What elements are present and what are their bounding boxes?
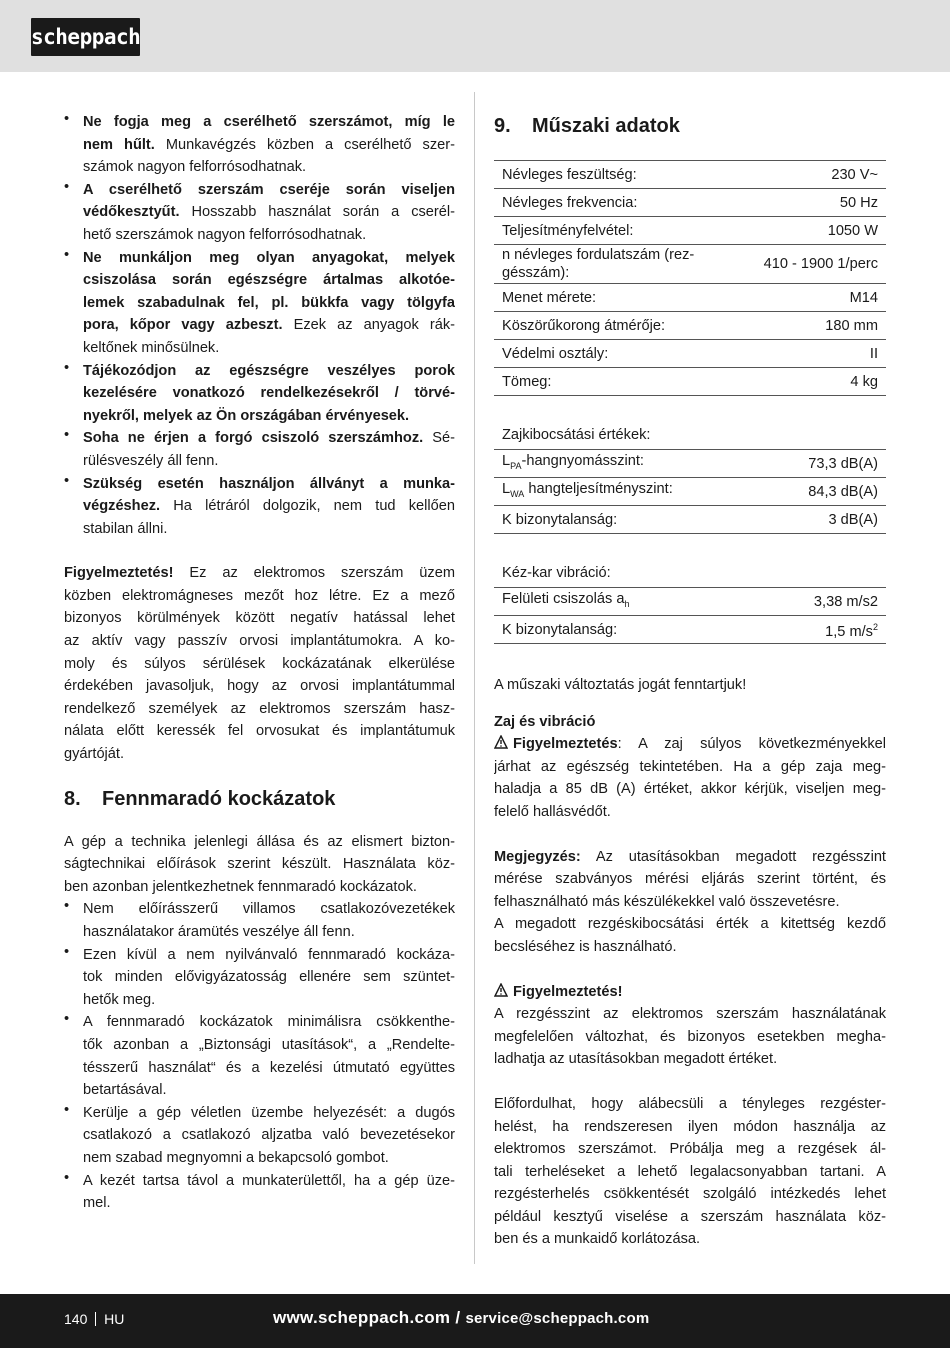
bullet-line (83, 427, 455, 450)
paragraph-line (64, 562, 455, 585)
paragraph-line: A rezgésszint az elektromos szerszám használatának (494, 1006, 886, 1023)
bullet-line (83, 134, 455, 157)
bold-text: nem hűlt. (83, 136, 155, 153)
bullet-item (64, 179, 455, 247)
section-8-heading: 8. Fennmaradó kockázatok (64, 787, 336, 810)
bold-text: Ne fogja meg a cserélhető szerszámot, míg le (83, 114, 455, 130)
residual-risk-intro (64, 831, 455, 899)
text: Sé- (423, 430, 455, 447)
bullet-line (83, 450, 455, 473)
paragraph-line (64, 743, 455, 766)
paragraph-line: például kesztyű viselése a szerszám használata köz- (494, 1208, 886, 1225)
spec-value: 410 - 1900 1/perc (735, 245, 886, 284)
text: nálata előtt keressék fel orvosukat és implantátumuk (64, 723, 455, 740)
bullet-line (83, 156, 455, 179)
bold-text: lemek szabadulnak fel, pl. bükkfa vagy tölgyfa (83, 294, 455, 311)
noise-emission-table (494, 449, 886, 534)
vibration-label: K bizonytalanság: (494, 616, 746, 644)
bullet-item (64, 473, 455, 541)
spec-label: Névleges feszültség: (494, 161, 735, 189)
bold-text: Ne munkáljon meg olyan anyagokat, melyek (83, 249, 455, 266)
spec-row (494, 161, 886, 189)
text: : A zaj súlyos következményekkel (617, 736, 886, 753)
bold-text: Szükség esetén használjon állványt a munka- (83, 475, 455, 492)
bold-text: végzéshez. (83, 498, 161, 515)
spec-row (494, 245, 886, 284)
text: Ez az elektromos szerszám üzem (173, 565, 455, 582)
paragraph-line (64, 698, 455, 721)
bold-text: Megjegyzés: (494, 848, 581, 865)
section-9-heading: 9. Műszaki adatok (494, 115, 680, 137)
bullet-line: betartásával. (83, 1082, 167, 1099)
footer-bar (0, 1294, 950, 1348)
paragraph-line: rezgésterhelés csökkentését szolgáló intézkedés lehet (494, 1186, 886, 1203)
brand-logo: scheppach (31, 18, 140, 56)
bullet-line: használatakor áramütés veszélye áll fenn. (83, 924, 355, 940)
bullet-line (83, 292, 455, 315)
spec-label: Névleges frekvencia: (494, 189, 735, 217)
noise-warning-paragraph (494, 733, 886, 823)
paragraph-line (494, 936, 886, 959)
vibration-row (494, 616, 886, 644)
paragraph-line (64, 720, 455, 743)
text: Hosszabb használat során a cserél- (179, 204, 455, 221)
spec-value: 230 V~ (735, 161, 886, 189)
bullet-line (83, 518, 455, 541)
paragraph-line: helést, ha rendszeresen ilyen módon használja az (494, 1118, 886, 1135)
spec-label: Védelmi osztály: (494, 340, 735, 368)
text: rendelkező személyek az elektromos szerszám hasz- (64, 700, 455, 717)
vibration-warning-paragraph (494, 1003, 886, 1071)
bullet-item (64, 360, 455, 428)
bullet-line (83, 360, 455, 383)
spec-value: 180 mm (735, 312, 886, 340)
email-link[interactable]: service@scheppach.com (465, 1310, 650, 1327)
vibration-row (494, 588, 886, 616)
text: becsléséhez is használható. (494, 938, 677, 955)
spec-row (494, 340, 886, 368)
text: rülésveszély áll fenn. (83, 452, 219, 469)
paragraph-line: ben és a munkaidő korlátozása. (494, 1231, 701, 1248)
bullet-line (83, 201, 455, 224)
note-paragraph (494, 846, 886, 959)
bullet-line: tésszerű használat“ és a kezelési útmutató együttes (83, 1059, 455, 1076)
spec-row (494, 217, 886, 245)
bullet-line (83, 247, 455, 270)
paragraph-line: ben azonban jelentkezhetnek fennmaradó kockázatok. (64, 878, 417, 895)
column-divider (474, 92, 475, 1264)
paragraph-line: megfelelően változhat, és bizonyos esetekben megha- (494, 1028, 886, 1045)
noise-table-caption: Zajkibocsátási értékek: (502, 427, 651, 443)
spec-value: 50 Hz (735, 189, 886, 217)
text: Ha létráról dolgozik, nem tud kellően (160, 498, 455, 515)
noise-label: $L_{PA}$-hangnyomásszint: (494, 450, 763, 478)
bold-text: védőkesztyűt. (83, 204, 180, 221)
text: felhasználható más készülékekkel való összevetésre. (494, 893, 840, 910)
noise-label: $L_{WA}$ hangteljesítményszint: (494, 478, 763, 506)
spec-row (494, 189, 886, 217)
text: járhat az egészség tekintetében. Ha a gép zaja meg- (494, 758, 886, 775)
bullet-line: nem szabad megnyomni a bekapcsoló gombot. (83, 1149, 389, 1166)
subscript: h (624, 598, 630, 609)
bold-text: Figyelmeztetés! (64, 565, 174, 582)
vibration-table (494, 587, 886, 644)
paragraph-line (494, 733, 886, 756)
text: Az utasításokban megadott rezgésszint (580, 848, 886, 865)
spec-row (494, 312, 886, 340)
bold-text: Figyelmeztetés (513, 736, 618, 753)
paragraph-line (494, 846, 886, 869)
vibration-label: Felületi csiszolás $a_h$ (494, 588, 746, 616)
vibration-exposure-paragraph (494, 1093, 886, 1251)
spec-label: Teljesítményfelvétel: (494, 217, 735, 245)
text: bizonyos körülmények között negatív hatással lehet (64, 610, 455, 627)
risk-item (64, 898, 455, 943)
text: az aktív vagy passzív orvosi implantátumokra. A ko- (64, 633, 455, 650)
bullet-marker: • (64, 1101, 70, 1118)
bold-text: pora, kőpor vagy azbeszt. (83, 317, 283, 334)
bullet-marker: • (64, 472, 70, 489)
paragraph-line: Előfordulhat, hogy alábecsüli a tényleges rezgéster- (494, 1095, 886, 1112)
bullet-line: mel. (83, 1195, 111, 1212)
bold-text: Tájékozódjon az egészségre veszélyes porok (83, 362, 455, 379)
bullet-marker: • (64, 1011, 70, 1028)
bullet-line: A kezét tartsa távol a munkaterülettől, ha a gép üze- (83, 1172, 455, 1189)
risk-item (64, 1011, 455, 1101)
vibration-value: 3,38 m/s2 (746, 588, 886, 616)
text: stabilan állni. (83, 520, 168, 537)
header-bar (0, 0, 950, 72)
spec-label: Menet mérete: (494, 284, 735, 312)
paragraph-line (494, 868, 886, 891)
spec-row (494, 284, 886, 312)
paragraph-line (494, 756, 886, 779)
bullet-marker: • (64, 246, 70, 263)
spec-value: II (735, 340, 886, 368)
paragraph-line (494, 778, 886, 801)
superscript: 2 (872, 622, 878, 633)
paragraph-line (64, 653, 455, 676)
bullet-line (83, 473, 455, 496)
vibration-table-caption: Kéz-kar vibráció: (502, 565, 611, 581)
text: érdekében javasoljuk, hogy az orvosi implantátummal (64, 678, 455, 695)
text: Ezek az anyagok rák- (282, 317, 455, 334)
text: közben elektromágneses mezőt hoz létre. Ez a mező (64, 587, 455, 604)
bullet-line (83, 495, 455, 518)
bullet-item (64, 111, 455, 179)
text: gyártóját. (64, 746, 125, 763)
bold-text: nyekről, melyek az Ön országában érvényesek. (83, 407, 410, 424)
spec-label: Köszörűkorong átmérője: (494, 312, 735, 340)
technical-change-note: A műszaki változtatás jogát fenntartjuk! (494, 677, 747, 693)
text: haladja a 85 dB (A) értéket, akkor kérjük, viseljen meg- (494, 781, 886, 798)
text: mérése szabványos mérési eljárás szerint történt, és (494, 871, 886, 888)
paragraph-line (64, 607, 455, 630)
bullet-marker: • (64, 1169, 70, 1186)
bullet-line: tok minden elővigyázatosság ellenére sem szüntet- (83, 969, 455, 986)
noise-value: 73,3 dB(A) (763, 450, 886, 478)
bullet-marker: • (64, 111, 70, 127)
technical-data-table (494, 160, 886, 396)
bullet-line (83, 269, 455, 292)
emf-warning-paragraph (64, 562, 455, 765)
text: moly és súlyos sérülések kockázatának elkerülése (64, 655, 455, 672)
bold-text: csiszolása során egészségre ártalmas alkotóe- (83, 272, 455, 289)
bullet-marker: • (64, 943, 70, 960)
page-number: 140 HU (64, 1311, 125, 1327)
paragraph-line: ladhatja az utasításokban megadott értéket. (494, 1051, 778, 1068)
left-column (64, 111, 455, 1215)
noise-value: 84,3 dB(A) (763, 478, 886, 506)
bullet-line: A fennmaradó kockázatok minimálisra csökkenthe- (83, 1014, 455, 1031)
bullet-item (64, 247, 455, 360)
noise-value: 3 dB(A) (763, 506, 886, 534)
bullet-line: hetők meg. (83, 991, 156, 1008)
noise-row (494, 478, 886, 506)
text: felelő hallásvédőt. (494, 803, 611, 820)
residual-risk-list (64, 898, 455, 1214)
paragraph-line: ságtechnikai előírások szerint készült. Használata köz- (64, 856, 455, 873)
spec-value: 1050 W (735, 217, 886, 245)
bullet-marker: • (64, 178, 70, 195)
warning-triangle-icon (494, 983, 508, 997)
footer-contact: www.scheppach.com / service@scheppach.com (273, 1308, 650, 1327)
paragraph-line: elektromos szerszámot. Próbálja meg a rezgések ál- (494, 1141, 886, 1158)
bold-text: kezelésére vonatkozó rendelkezésekről / törvé- (83, 385, 455, 402)
warning-triangle-icon (494, 735, 508, 749)
spec-row (494, 368, 886, 396)
risk-item (64, 1170, 455, 1215)
bullet-line (83, 337, 455, 360)
bullet-line (83, 179, 455, 202)
noise-row (494, 450, 886, 478)
text: Munkavégzés közben a cserélhető szer- (154, 136, 455, 153)
spec-value: 4 kg (735, 368, 886, 396)
spec-label: n névleges fordulatszám (rez- gésszám): (494, 245, 735, 284)
subscript: WA (510, 488, 525, 499)
paragraph-line (494, 913, 886, 936)
risk-item (64, 944, 455, 1012)
bullet-marker: • (64, 359, 70, 376)
noise-vibration-title: Zaj és vibráció (494, 713, 596, 730)
bullet-line (83, 314, 455, 337)
noise-label: K bizonytalanság: (494, 506, 763, 534)
bullet-item (64, 427, 455, 472)
bullet-line (83, 224, 455, 247)
bullet-line: csatlakozó a csatlakozó aljzatba való bevezetésekor (83, 1127, 455, 1144)
bold-text: A cserélhető szerszám cseréje során viseljen (83, 181, 455, 198)
bullet-marker: • (64, 898, 70, 915)
bullet-marker: • (64, 427, 70, 444)
subscript: PA (510, 460, 522, 471)
bullet-line (83, 382, 455, 405)
paragraph-line (494, 801, 886, 824)
bold-text: Soha ne érjen a forgó csiszoló szerszámhoz. (83, 430, 424, 447)
bullet-line: Nem előírásszerű villamos csatlakozóvezetékek (83, 901, 455, 918)
paragraph-line: tali terheléseket a lehető legalacsonyabban tartani. A (494, 1163, 886, 1180)
spec-label: Tömeg: (494, 368, 735, 396)
safety-bullet-list (64, 111, 455, 540)
paragraph-line (64, 630, 455, 653)
bullet-line (83, 111, 455, 134)
vibration-value: 1,5 $m/s^2$ (746, 616, 886, 644)
paragraph-line: A gép a technika jelenlegi állása és az elismert bizton- (64, 833, 455, 850)
bullet-line: tők azonban a „Biztonsági utasítások“, a „Rendelte- (83, 1036, 455, 1053)
right-column (494, 111, 886, 1251)
paragraph-line (64, 675, 455, 698)
risk-item (64, 1102, 455, 1170)
website-link[interactable]: www.scheppach.com (273, 1308, 451, 1327)
paragraph-line (494, 891, 886, 914)
bullet-line: Ezen kívül a nem nyilvánvaló fennmaradó kockáza- (83, 946, 455, 963)
paragraph-line (64, 585, 455, 608)
noise-row (494, 506, 886, 534)
spec-value: M14 (735, 284, 886, 312)
vibration-warning-title: Figyelmeztetés! (494, 981, 886, 1004)
bullet-line (83, 405, 455, 428)
text: hető szerszámok nagyon felforrósodhatnak. (83, 226, 367, 243)
bullet-line: Kerülje a gép véletlen üzembe helyezését: a dugós (83, 1104, 455, 1121)
text: számok nagyon felforrósodhatnak. (83, 159, 307, 176)
text: keltőnek minősülnek. (83, 339, 220, 356)
text: A megadott rezgéskibocsátási érték a kitettség kezdő (494, 916, 886, 933)
